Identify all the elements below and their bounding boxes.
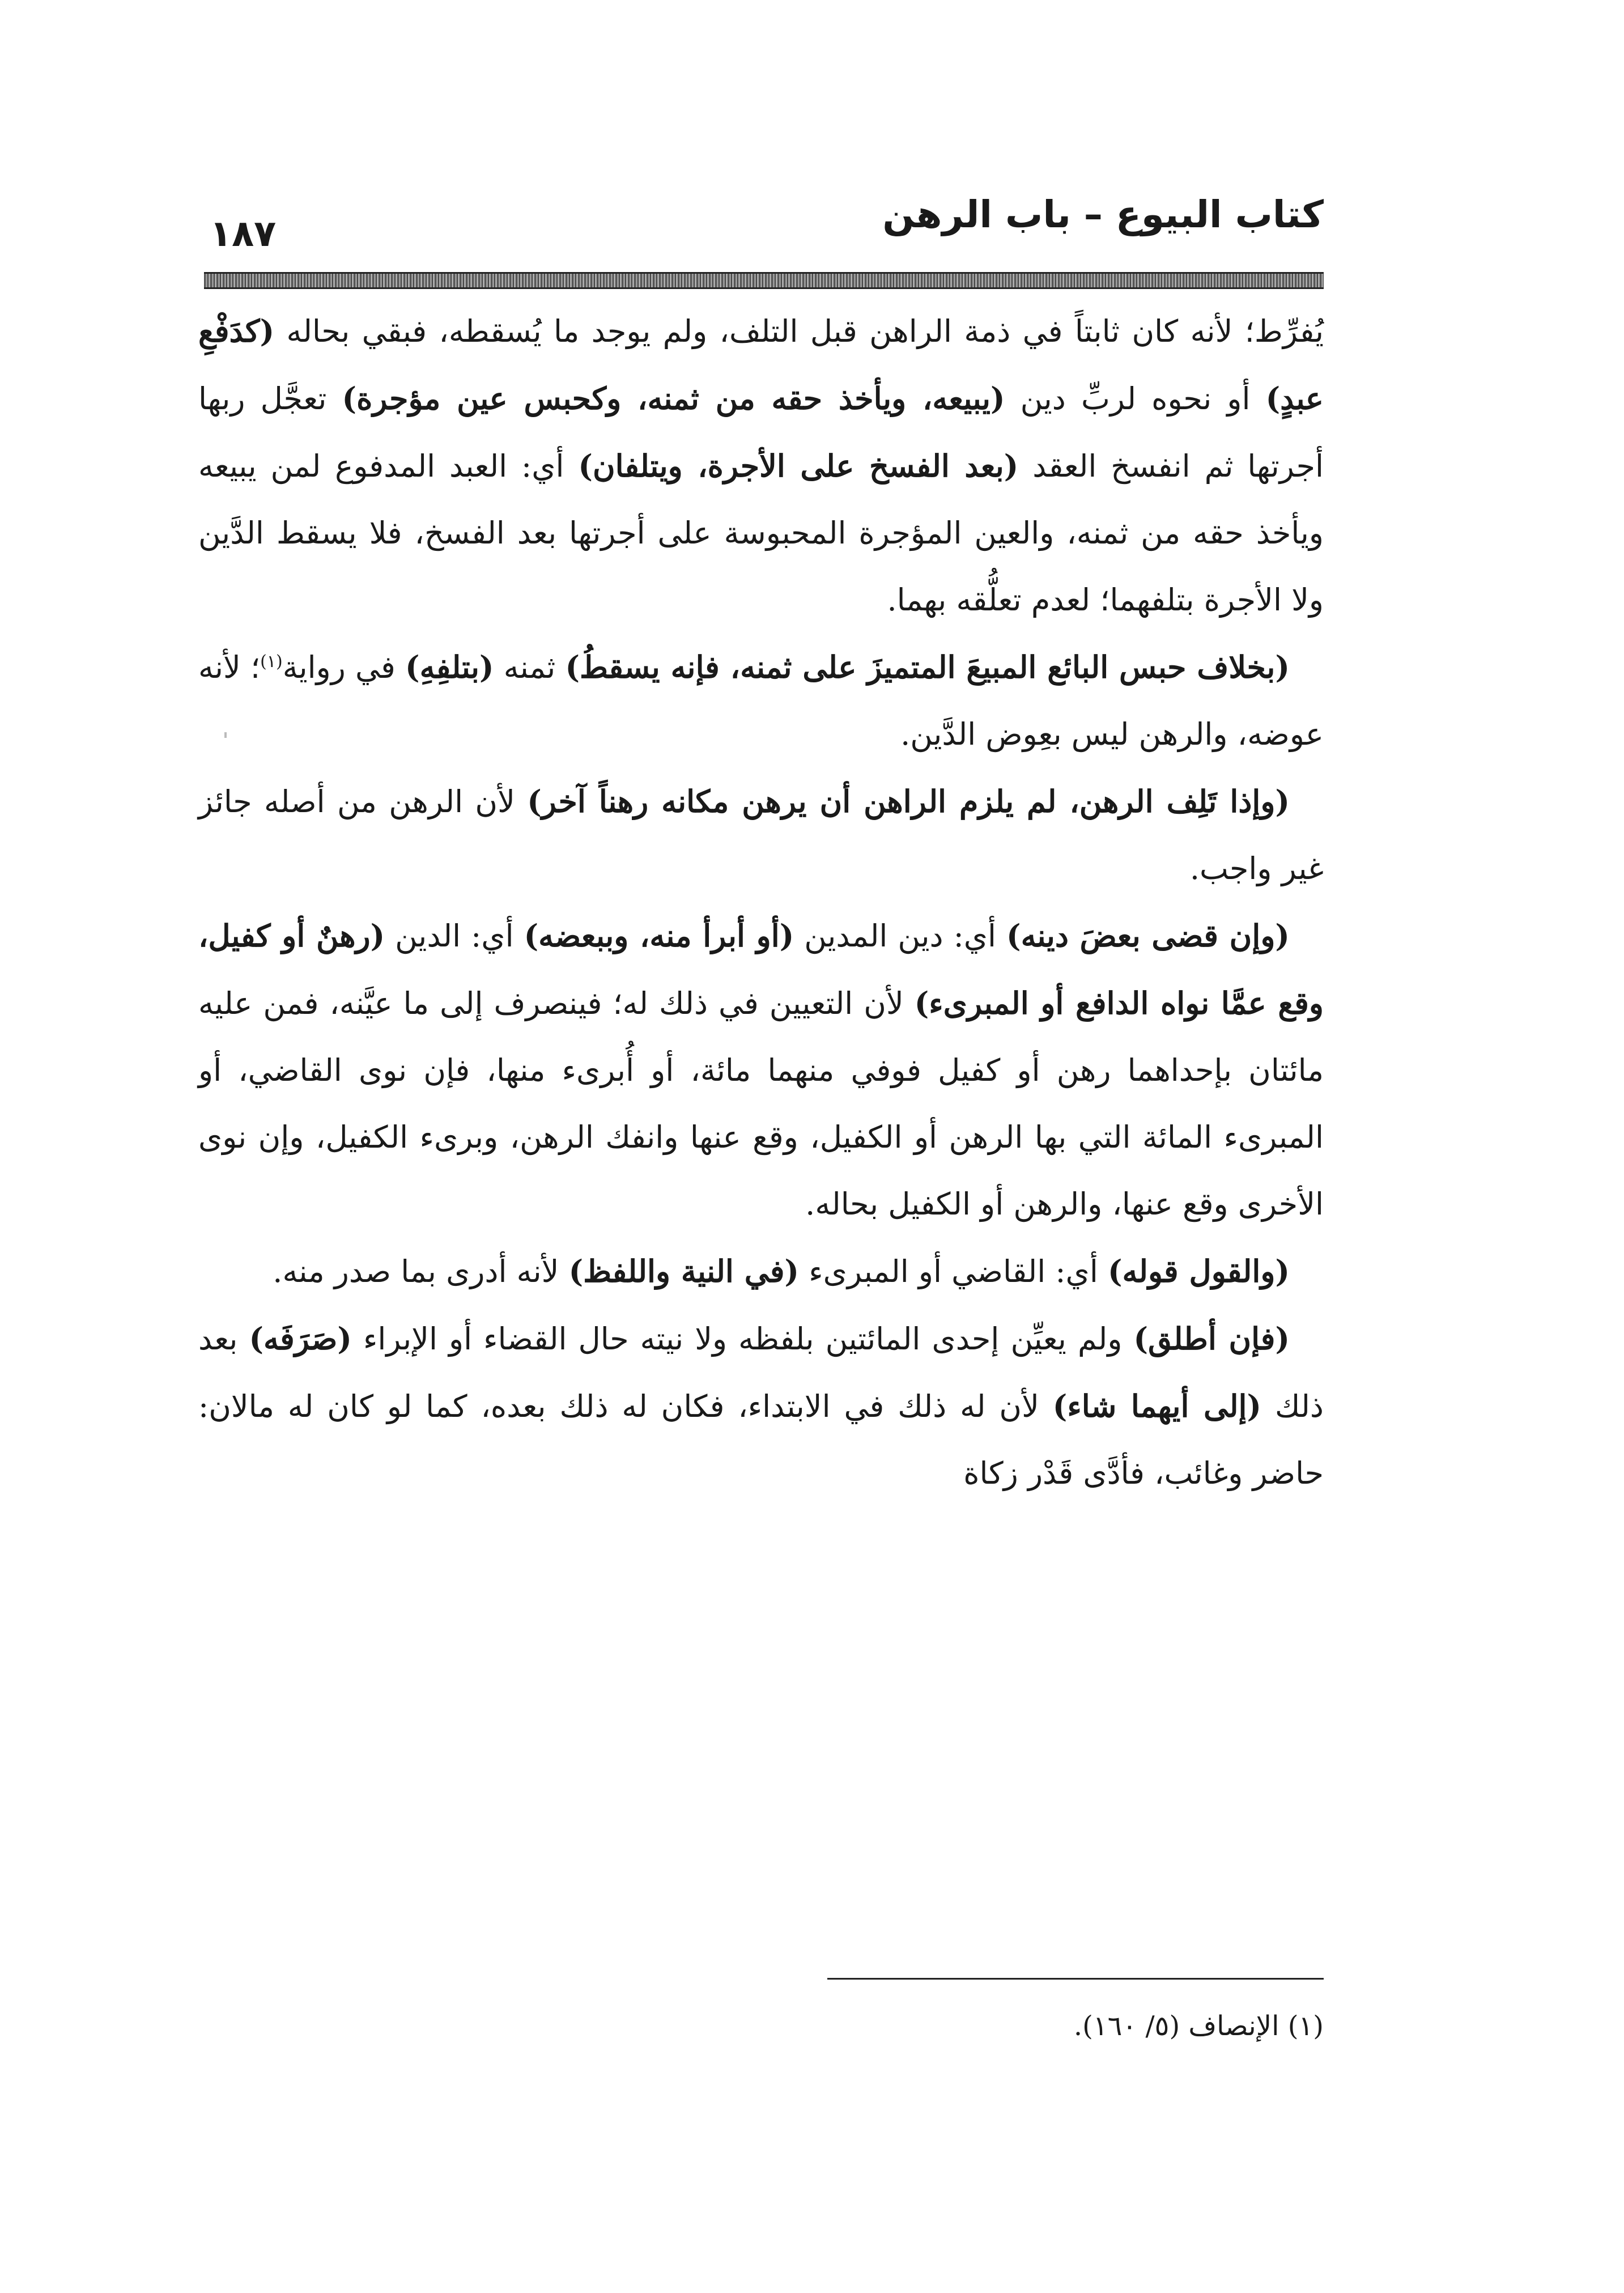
matn-text: (والقول قوله) [1108,1253,1290,1289]
footnote: (١) الإنصاف (٥/ ١٦٠). [1073,2010,1324,2042]
sharh-text: لأن التعيين في ذلك له؛ فينصرف إلى ما عيَّنه، فمن عليه مائتان بإحداهما رهن أو كفيل فوفي منهما مائة، أو أُبرىء منها، فإن نوى القاضي، أو المبرىء المائة التي بها الرهن أو الكفيل، وقع عنها وانفك الرهن، وبرىء الكفيل، وإن نوى الأخرى وقع عنها، والرهن أو الكفيل بحاله. [198,986,1324,1222]
matn-text: (صَرَفَه) [249,1320,352,1357]
sharh-text: بعد ذلك [198,1321,1324,1424]
matn-text: (أو أبرأ منه، وببعضه) [524,918,794,954]
matn-text: (في النية واللفظ) [568,1253,800,1289]
paragraph [198,1238,1324,1305]
sharh-text: يُفرِّط؛ لأنه كان ثابتاً في ذمة الراهن قبل التلف، ولم يوجد ما يُسقطه، فبقي بحاله [274,313,1324,349]
main-text [198,298,1324,1507]
paragraph [198,902,1324,1238]
sharh-text: أي: العبد المدفوع لمن يبيعه ويأخذ حقه من ثمنه، والعين المؤجرة المحبوسة على أجرتها بعد الفسخ، فلا يسقط الدَّين ولا الأجرة بتلفهما؛ لعدم تعلُّقه بهما. [198,448,1324,618]
scan-speck [224,732,227,738]
sharh-text: أي: القاضي أو المبرىء [799,1254,1108,1289]
matn-text: (رهنٌ أو كفيل، وقع عمَّا نواه الدافع أو المبرىء) [198,918,1324,1021]
matn-text: (وإن قضى بعضَ دينه) [1006,918,1290,954]
footnote-separator [827,1978,1324,1980]
sharh-text: لأن له ذلك في الابتداء، فكان له ذلك بعده، كما لو كان له مالان: حاضر وغائب، فأدَّى قَدْر زكاة [198,1388,1324,1491]
sharh-text: في رواية [282,649,406,685]
paragraph [198,298,1324,634]
sharh-text: ثمنه [494,649,566,685]
page-number: ١٨٧ [210,213,277,255]
matn-text: (بعد الفسخ على الأجرة، ويتلفان) [578,448,1019,484]
matn-text: (يبيعه، ويأخذ حقه من ثمنه، وكحبس عين مؤجرة) [342,380,1005,417]
page-header [204,193,1324,272]
matn-text: (وإذا تَلِف الرهن، لم يلزم الراهن أن يرهن مكانه رهناً آخر) [527,783,1290,819]
paragraph [198,1305,1324,1507]
paragraph [198,634,1324,768]
sharh-text: أي: الدين [385,918,524,954]
matn-text: (إلى أيهما شاء) [1052,1388,1262,1424]
sharh-text: لأن الرهن من أصله جائز غير واجب. [198,784,1324,886]
running-title: كتاب البيوع – باب الرهن [882,193,1324,236]
header-rule [204,272,1324,289]
sharh-text: أو نحوه لربِّ دين [1005,381,1266,417]
matn-text: (بخلاف حبس البائع المبيعَ المتميزَ على ثمنه، فإنه يسقطُ) [565,649,1290,685]
footnote-marker: (١) [260,652,283,672]
matn-text: (بتلفِهِ) [405,649,494,685]
sharh-text: ؛ لأنه عوضه، والرهن ليس بعِوض الدَّين. [198,649,1324,752]
matn-text: (فإن أطلق) [1133,1320,1290,1357]
sharh-text: تعجَّل ربها أجرتها ثم انفسخ العقد [198,381,1324,484]
paragraph [198,768,1324,902]
sharh-text: ولم يعيِّن إحدى المائتين بلفظه ولا نيته حال القضاء أو الإبراء [351,1321,1134,1357]
sharh-text: أي: دين المدين [794,918,1007,954]
sharh-text: لأنه أدرى بما صدر منه. [273,1254,569,1289]
matn-text: (كدَفْعِ عبدٍ) [198,313,1324,417]
